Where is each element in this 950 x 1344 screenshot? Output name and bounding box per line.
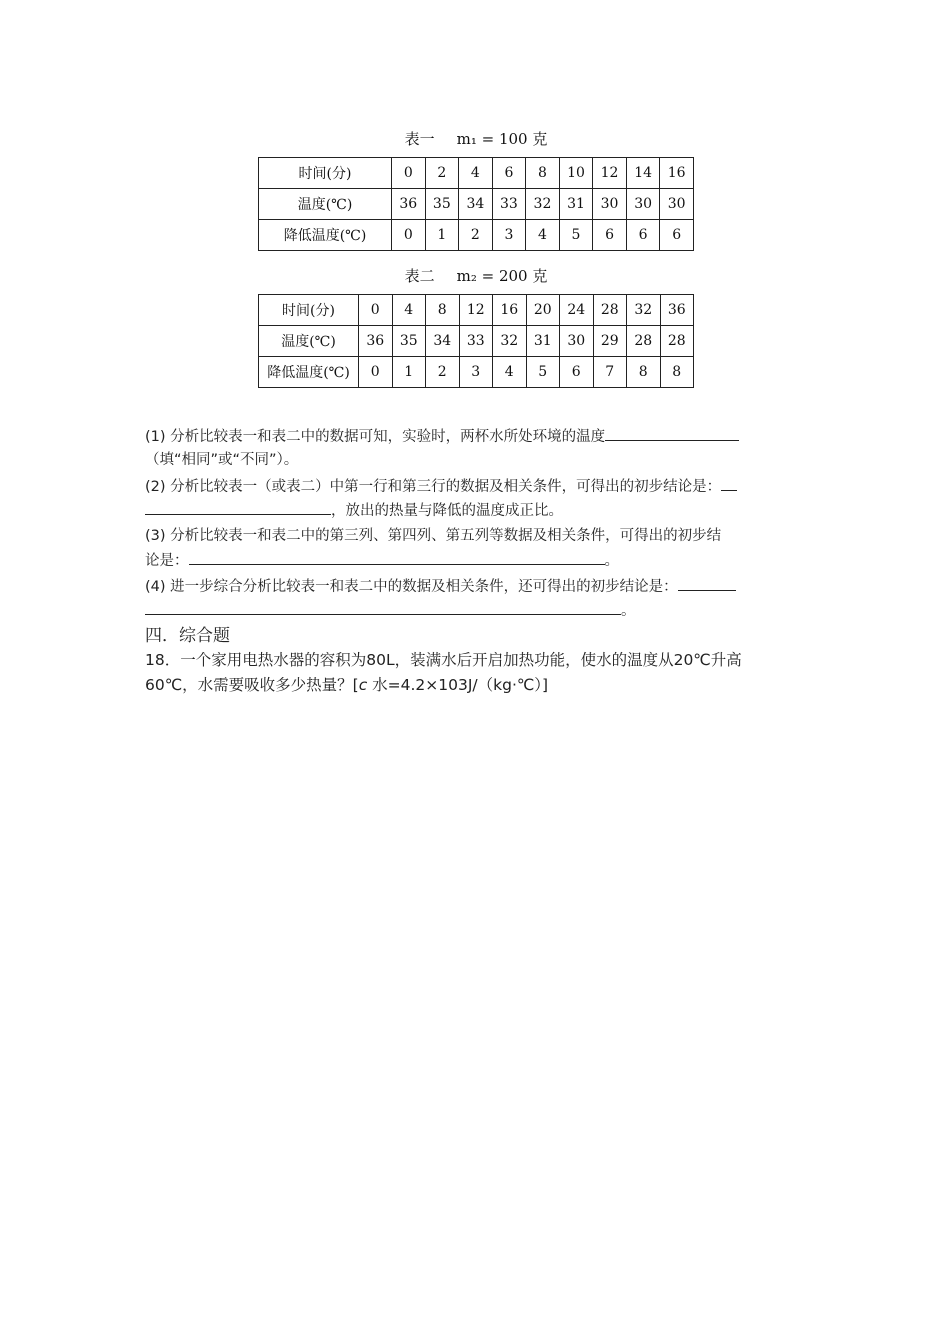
question-2-text: (2) 分析比较表一（或表二）中第一行和第三行的数据及相关条件，可得出的初步结论是： [145,479,722,495]
table-cell: 6 [492,158,526,189]
table-row [259,295,694,326]
table-cell: 0 [359,357,393,388]
table-cell: 6 [660,220,694,251]
table1-body [259,158,694,251]
question-3-end: 。 [604,553,619,569]
table-cell: 16 [660,158,694,189]
table-cell: 34 [459,189,493,220]
table-row [259,220,694,251]
table-cell: 33 [459,326,493,357]
row-header: 时间(分) [259,295,359,326]
specific-heat-symbol: c [358,676,368,694]
table-cell: 12 [459,295,493,326]
table-cell: 36 [660,295,694,326]
table-cell: 31 [559,189,593,220]
question-4-text: (4) 进一步综合分析比较表一和表二中的数据及相关条件，还可得出的初步结论是： [145,579,678,595]
row-header: 温度(℃) [259,326,359,357]
table-cell: 31 [526,326,560,357]
table-cell: 16 [493,295,527,326]
table-row [259,158,694,189]
table-cell: 3 [492,220,526,251]
question-3-line-1 [145,524,810,548]
table-cell: 34 [426,326,460,357]
question-4-line-2 [145,598,810,623]
table-cell: 8 [426,295,460,326]
table-cell: 20 [526,295,560,326]
table-cell: 5 [559,220,593,251]
table-cell: 32 [627,295,661,326]
table-cell: 4 [392,295,426,326]
table-cell: 10 [559,158,593,189]
table-cell: 6 [593,220,627,251]
question-3-lead: 论是： [145,553,189,569]
question-18-line-1: 18．一个家用电热水器的容积为80L，装满水后开启加热功能，使水的温度从20℃升高 [145,651,742,669]
table1-title: 表一 [404,130,435,148]
table-cell: 0 [392,158,426,189]
answer-blank-3[interactable] [189,548,605,565]
answer-blank-1[interactable] [605,424,739,441]
question-2-line-1 [145,474,810,499]
question-18-formula: 水=4.2×103J/（kg·℃）] [367,676,549,694]
table-cell: 0 [392,220,426,251]
table-row [259,189,694,220]
table-cell: 8 [627,357,661,388]
answer-blank-2a[interactable] [721,474,737,491]
answer-blank-4a[interactable] [678,574,736,591]
table-cell: 14 [626,158,660,189]
table-cell: 0 [359,295,393,326]
table-cell: 28 [593,295,627,326]
table-cell: 2 [459,220,493,251]
answer-blank-2b[interactable] [145,498,331,515]
table-cell: 30 [593,189,627,220]
section-title: 四．综合题 [145,626,230,646]
table2-body [259,295,694,388]
table2-caption [258,265,694,286]
table-cell: 1 [392,357,426,388]
question-4-end: 。 [621,603,636,619]
table-cell: 7 [593,357,627,388]
table-cell: 30 [560,326,594,357]
question-1-hint: （填“相同”或“不同”）。 [145,452,299,468]
table-cell: 5 [526,357,560,388]
table-cell: 2 [426,357,460,388]
question-1-line-2 [145,448,810,472]
question-18-text: 60℃，水需要吸收多少热量？[ [145,676,359,694]
table2-mass: m₂ = 200 克 [456,267,548,285]
table-cell: 32 [526,189,560,220]
question-3-text: (3) 分析比较表一和表二中的第三列、第四列、第五列等数据及相关条件，可得出的初步结 [145,528,722,544]
table-cell: 6 [626,220,660,251]
table-cell: 4 [493,357,527,388]
row-header: 降低温度(℃) [259,220,392,251]
table-cell: 36 [392,189,426,220]
table-cell: 2 [425,158,459,189]
table-cell: 24 [560,295,594,326]
table-cell: 8 [526,158,560,189]
table-cell: 6 [560,357,594,388]
table-cell: 12 [593,158,627,189]
table2 [258,294,694,388]
table-cell: 36 [359,326,393,357]
table1-mass: m₁ = 100 克 [456,130,548,148]
table-cell: 33 [492,189,526,220]
table-cell: 29 [593,326,627,357]
question-18-line-2 [145,673,810,697]
table-cell: 30 [660,189,694,220]
table2-title: 表二 [404,267,435,285]
table-cell: 1 [425,220,459,251]
table-row [259,326,694,357]
table-cell: 4 [459,158,493,189]
table1 [258,157,694,251]
question-2-tail: ，放出的热量与降低的温度成正比。 [331,503,563,519]
table-cell: 8 [660,357,694,388]
answer-blank-4b[interactable] [145,598,621,615]
table-cell: 3 [459,357,493,388]
row-header: 时间(分) [259,158,392,189]
row-header: 温度(℃) [259,189,392,220]
table-cell: 35 [392,326,426,357]
question-2-line-2 [145,498,810,523]
table-cell: 28 [627,326,661,357]
table1-caption [258,128,694,149]
table-cell: 32 [493,326,527,357]
question-1-line-1 [145,424,810,449]
table-cell: 4 [526,220,560,251]
question-4-line-1 [145,574,810,599]
table-row [259,357,694,388]
question-3-line-2 [145,548,810,573]
table-cell: 28 [660,326,694,357]
table-cell: 30 [626,189,660,220]
question-1-text: (1) 分析比较表一和表二中的数据可知，实验时，两杯水所处环境的温度 [145,429,606,445]
row-header: 降低温度(℃) [259,357,359,388]
table-cell: 35 [425,189,459,220]
